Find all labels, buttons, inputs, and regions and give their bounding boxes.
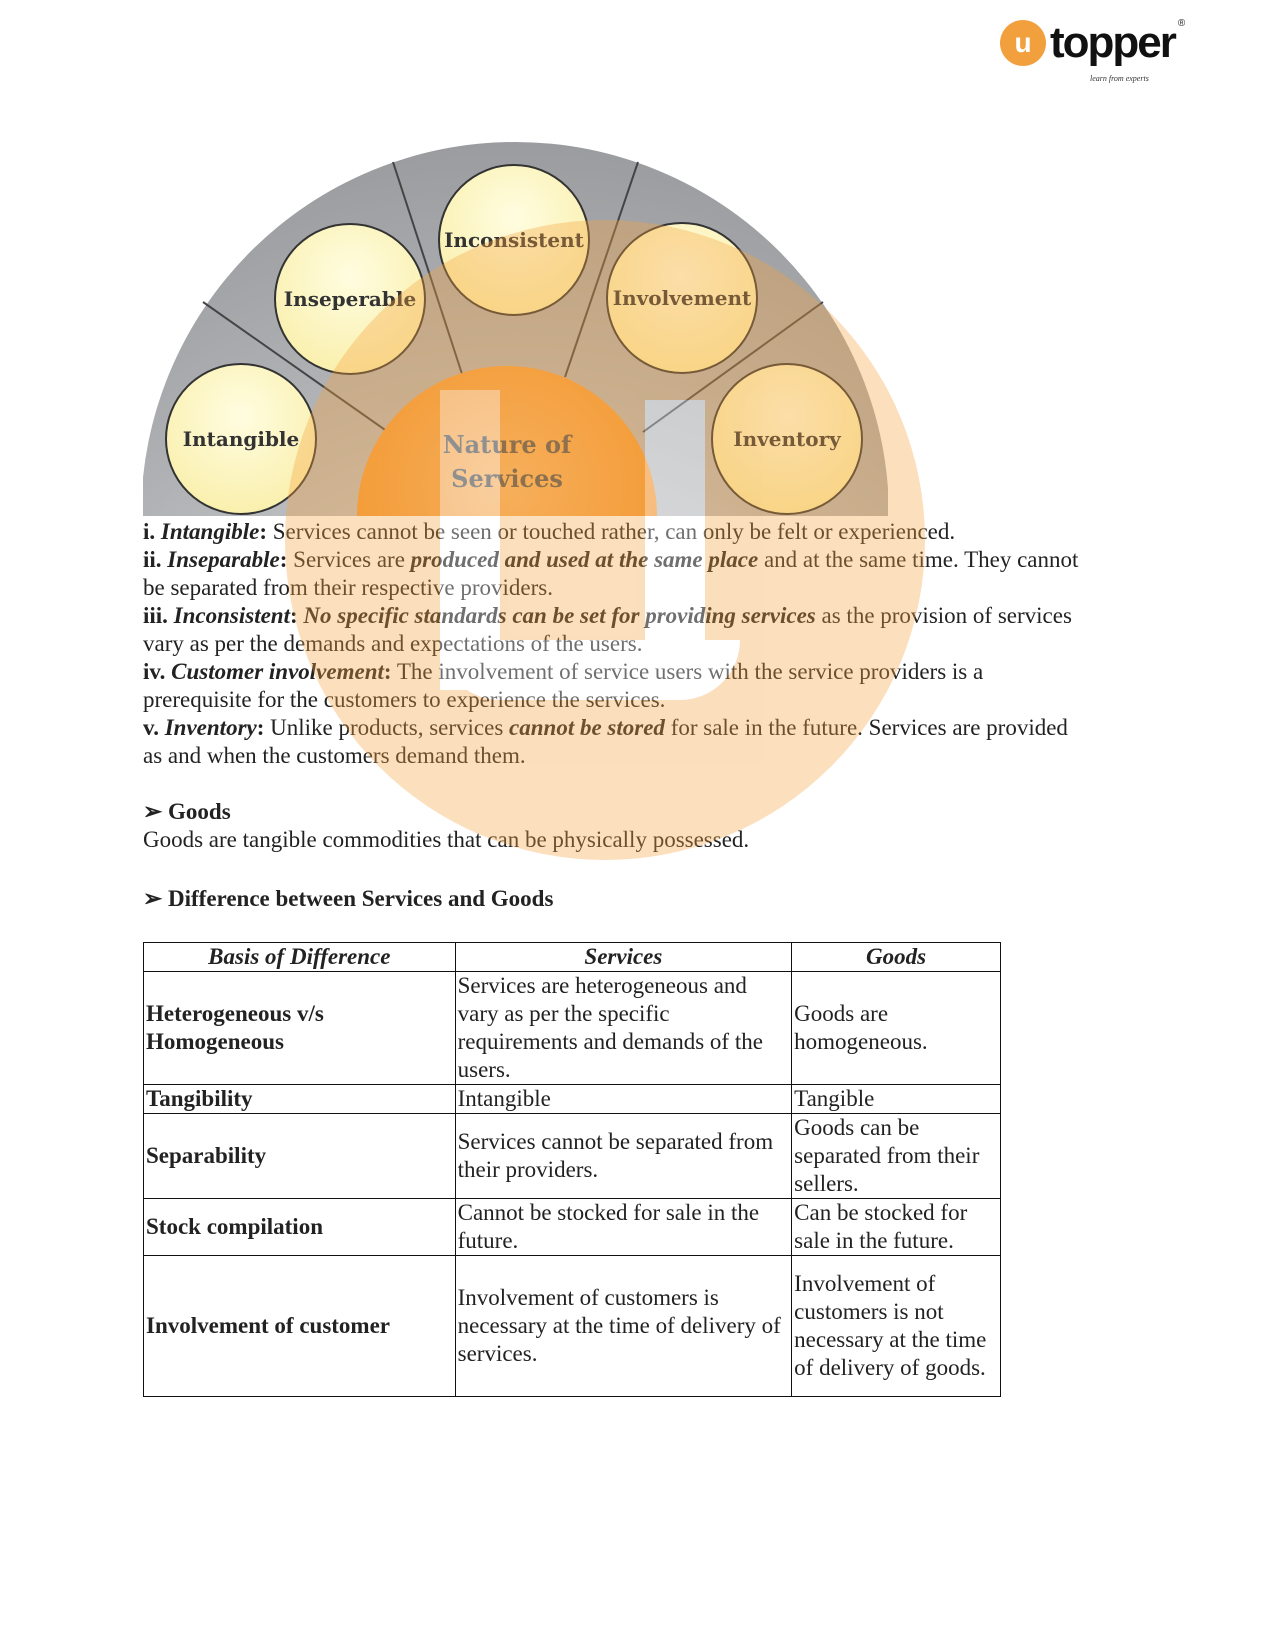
point-customer-involvement <box>143 658 1083 714</box>
row-basis: Involvement of customer <box>144 1256 456 1397</box>
content-flow <box>143 518 1083 1397</box>
logo-mark-icon: u <box>1000 20 1046 66</box>
colon: : <box>383 659 392 684</box>
point-text: and at the same time. They cannot be separated from their respective providers. <box>143 547 1079 600</box>
point-intangible <box>143 518 1083 546</box>
point-term: Intangible <box>160 519 260 544</box>
row-basis: Separability <box>144 1114 456 1199</box>
bubble-inseperable: Inseperable <box>274 223 426 375</box>
table-row <box>144 1199 1001 1256</box>
row-services: Services are heterogeneous and vary as per the specific requirements and demands of the users. <box>455 972 792 1085</box>
table-row <box>144 1085 1001 1114</box>
point-number: iii. <box>143 603 168 628</box>
row-basis: Stock compilation <box>144 1199 456 1256</box>
row-services: Cannot be stocked for sale in the future. <box>455 1199 792 1256</box>
header-basis: Basis of Difference <box>144 943 456 972</box>
point-text: Services are <box>287 547 411 572</box>
row-services: Intangible <box>455 1085 792 1114</box>
table-row <box>144 1256 1001 1397</box>
point-number: i. <box>143 519 156 544</box>
point-inseparable <box>143 546 1083 602</box>
point-inconsistent <box>143 602 1083 658</box>
row-goods: Can be stocked for sale in the future. <box>792 1199 1001 1256</box>
point-inventory <box>143 714 1083 770</box>
header-services: Services <box>455 943 792 972</box>
point-number: iv. <box>143 659 166 684</box>
nature-of-services-diagram <box>143 142 888 516</box>
point-term: Inventory <box>164 715 257 740</box>
bubble-intangible: Intangible <box>165 363 317 515</box>
table-row <box>144 1114 1001 1199</box>
point-text: Services cannot be seen or touched rather, can only be felt or experienced. <box>266 519 956 544</box>
point-term: Customer involvement <box>171 659 384 684</box>
colon: : <box>279 547 288 572</box>
point-text: The involvement of service users with the service providers is a prerequisite for the customers to experience the services. <box>143 659 984 712</box>
point-text: as the provision of services vary as per the demands and expectations of the users. <box>143 603 1072 656</box>
difference-heading: ➢ Difference between Services and Goods <box>143 886 554 911</box>
point-text: for sale in the future. Services are provided as and when the customers demand them. <box>143 715 1068 768</box>
point-number: ii. <box>143 547 162 572</box>
characteristics-list <box>143 518 1083 770</box>
row-goods: Tangible <box>792 1085 1001 1114</box>
bubble-inconsistent: Inconsistent <box>438 164 590 316</box>
row-services: Services cannot be separated from their providers. <box>455 1114 792 1199</box>
logo-name: topper <box>1050 18 1175 67</box>
goods-definition: Goods are tangible commodities that can be physically possessed. <box>143 827 750 852</box>
row-services: Involvement of customers is necessary at the time of delivery of services. <box>455 1256 792 1397</box>
bubble-inventory: Inventory <box>711 363 863 515</box>
point-number: v. <box>143 715 159 740</box>
point-emphasis: cannot be stored <box>509 715 665 740</box>
point-emphasis: No specific standards can be set for providing services <box>297 603 816 628</box>
bubble-involvement: Involvement <box>606 222 758 374</box>
point-text: Unlike products, services <box>264 715 510 740</box>
colon: : <box>256 715 265 740</box>
row-goods: Goods are homogeneous. <box>792 972 1001 1085</box>
table-row <box>144 972 1001 1085</box>
center-line-1: Nature of <box>442 430 572 459</box>
logo-registered: ® <box>1177 18 1186 29</box>
point-term: Inseparable <box>167 547 280 572</box>
topper-logo <box>1000 18 1185 68</box>
row-goods: Involvement of customers is not necessary at the time of delivery of goods. <box>792 1256 1001 1397</box>
row-basis: Heterogeneous v/s Homogeneous <box>144 972 456 1085</box>
header-goods: Goods <box>792 943 1001 972</box>
goods-heading: ➢ Goods <box>143 799 231 824</box>
point-emphasis: produced and used at the same place <box>410 547 759 572</box>
row-goods: Goods can be separated from their sellers. <box>792 1114 1001 1199</box>
difference-table <box>143 942 1001 1397</box>
difference-section <box>143 885 1083 913</box>
colon: : <box>259 519 267 544</box>
center-line-2: Services <box>451 464 563 493</box>
row-basis: Tangibility <box>144 1085 456 1114</box>
goods-section <box>143 798 1083 854</box>
colon: : <box>290 603 298 628</box>
table-header-row <box>144 943 1001 972</box>
point-term: Inconsistent <box>173 603 290 628</box>
logo-tagline: learn from experts <box>1090 74 1149 83</box>
